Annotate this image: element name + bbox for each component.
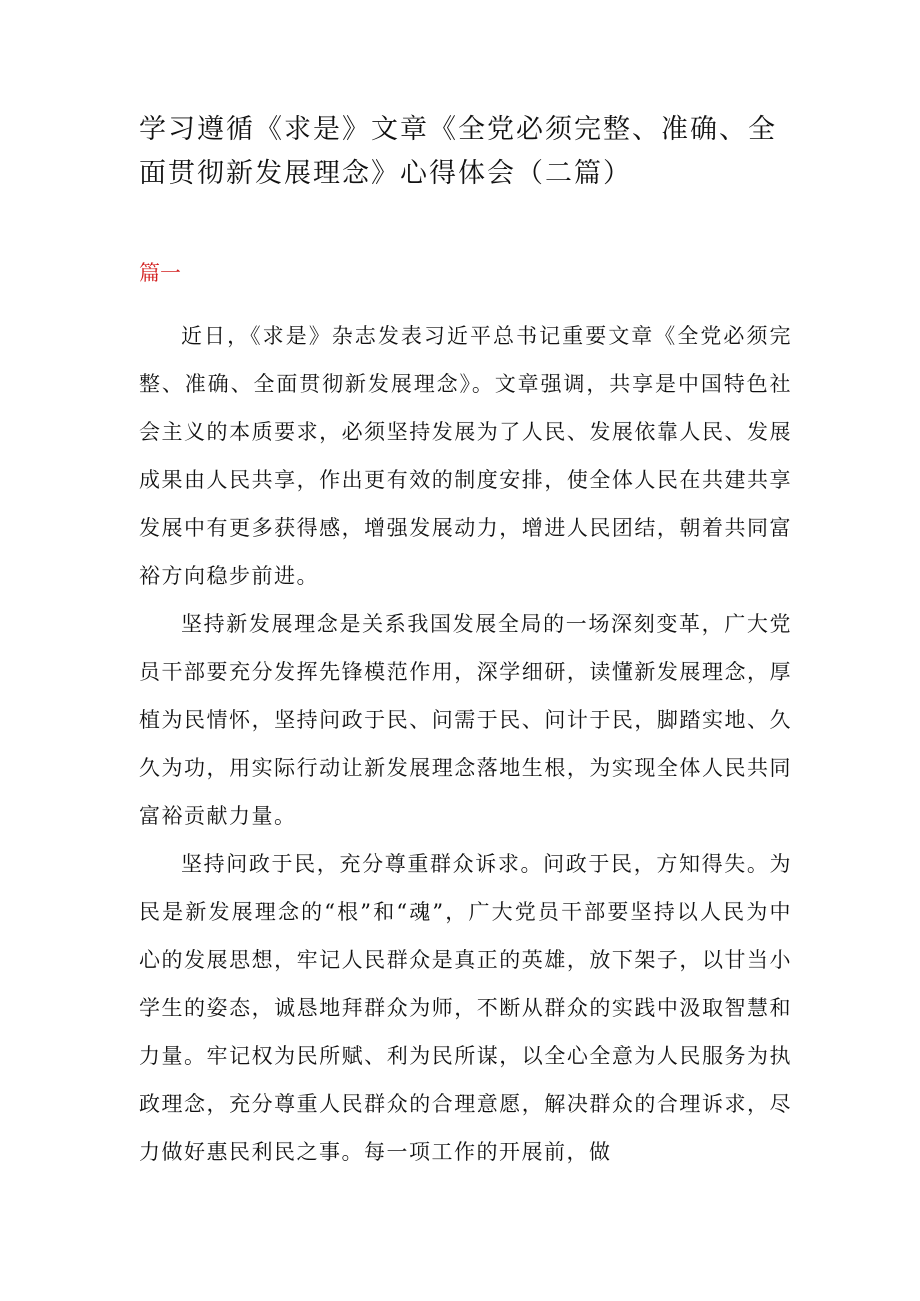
paragraph-3: 坚持问政于民，充分尊重群众诉求。问政于民，方知得失。为民是新发展理念的“根”和“魂”，广大党员干部要坚持以人民为中心的发展思想，牢记人民群众是真正的英雄，放下架子，以甘当小学生的姿态，诚恳地拜群众为师，不断从群众的实践中汲取智慧和力量。牢记权为民所赋、利为民所谋，以全心全意为人民服务为执政理念，充分尊重人民群众的合理意愿，解决群众的合理诉求，尽力做好惠民利民之事。每一项工作的开展前，做 <box>139 852 792 1164</box>
section-label: 篇一 <box>139 261 181 285</box>
paragraph-2: 坚持新发展理念是关系我国发展全局的一场深刻变革，广大党员干部要充分发挥先锋模范作用，深学细研，读懂新发展理念，厚植为民情怀，坚持问政于民、问需于民、问计于民，脚踏实地、久久为功，用实际行动让新发展理念落地生根，为实现全体人民共同富裕贡献力量。 <box>139 612 792 828</box>
paragraph-1: 近日，《求是》杂志发表习近平总书记重要文章《全党必须完整、准确、全面贯彻新发展理念》。文章强调，共享是中国特色社会主义的本质要求，必须坚持发展为了人民、发展依靠人民、发展成果由人民共享，作出更有效的制度安排，使全体人民在共建共享发展中有更多获得感，增强发展动力，增进人民团结，朝着共同富裕方向稳步前进。 <box>139 324 792 588</box>
document-title: 学习遵循《求是》文章《全党必须完整、准确、全面贯彻新发展理念》心得体会（二篇） <box>139 114 777 189</box>
